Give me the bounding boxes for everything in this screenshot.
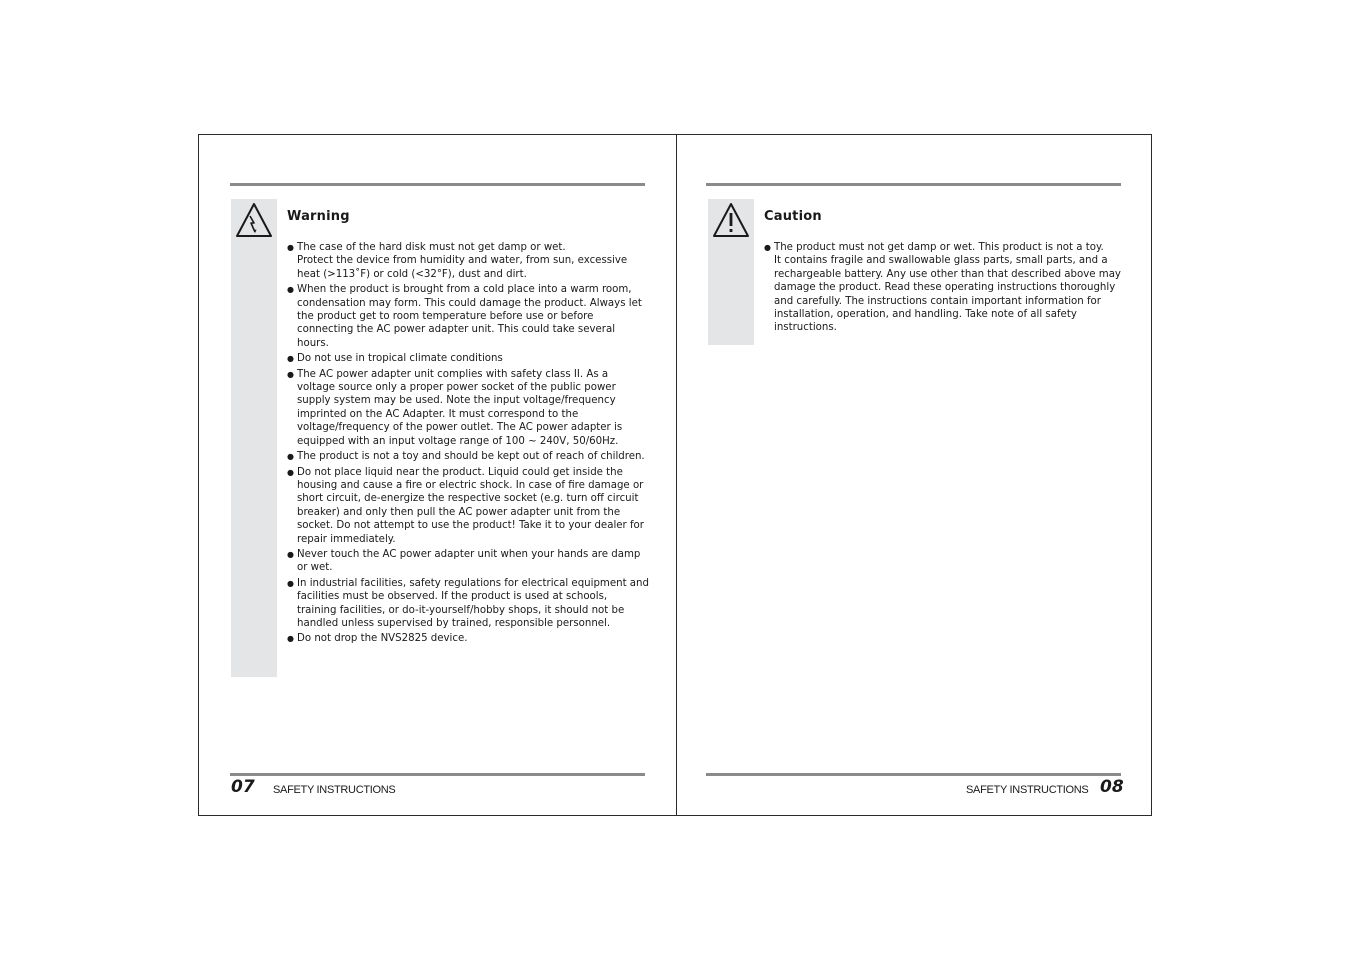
list-item: ● When the product is brought from a cold place into a warm room, condensation may form. This could damage the product. Always let the product get to room temperature before use or before connecting the AC power adapter unit. This could take several hours.	[287, 283, 649, 350]
footer-label: SAFETY INSTRUCTIONS	[966, 784, 1089, 796]
list-item: ● The AC power adapter unit complies with safety class II. As a voltage source only a proper power socket of the public power supply system may be used. Note the input voltage/frequency imprinted on the AC Adapter. It must correspond to the voltage/frequency of the power outlet. The AC power adapter is equipped with an input voltage range of 100 ~ 240V, 50/60Hz.	[287, 368, 649, 448]
icon-sidebar	[231, 199, 277, 677]
bottom-rule	[706, 773, 1121, 776]
list-item: ● In industrial facilities, safety regulations for electrical equipment and facilities must be observed. If the product is used at schools, training facilities, or do-it-yourself/hobby shops, it should not be handled unless supervised by trained, responsible personnel.	[287, 577, 649, 631]
bottom-rule	[230, 773, 645, 776]
exclamation-warning-icon	[712, 201, 750, 239]
top-rule	[706, 183, 1121, 186]
electric-shock-warning-icon	[235, 201, 273, 239]
list-item: ● Do not place liquid near the product. Liquid could get inside the housing and cause a fire or electric shock. In case of fire damage or short circuit, de-energize the respective socket (e.g. turn off circuit breaker) and only then pull the AC power adapter unit from the socket. Do not attempt to use the product! Take it to your dealer for repair immediately.	[287, 466, 649, 546]
icon-sidebar	[708, 199, 754, 345]
warning-list	[287, 241, 649, 648]
section-heading: Caution	[764, 209, 822, 224]
manual-spread	[198, 134, 1152, 816]
list-item: ● The product is not a toy and should be kept out of reach of children.	[287, 450, 649, 463]
list-item: ● The case of the hard disk must not get damp or wet. Protect the device from humidity and water, from sun, excessive heat (>113˚F) or cold (<32°F), dust and dirt.	[287, 241, 649, 281]
list-item: ● The product must not get damp or wet. This product is not a toy. It contains fragile and swallowable glass parts, small parts, and a rechargeable battery. Any use other than that described above may damage the product. Read these operating instructions thoroughly and carefully. The instructions contain important information for installation, operation, and handling. Take note of all safety instructions.	[764, 241, 1124, 335]
page-right	[676, 135, 1153, 815]
list-item: ● Never touch the AC power adapter unit when your hands are damp or wet.	[287, 548, 649, 575]
page-number: 07	[231, 777, 255, 797]
list-item: ● Do not drop the NVS2825 device.	[287, 632, 649, 645]
page-left	[199, 135, 677, 815]
list-item: ● Do not use in tropical climate conditions	[287, 352, 649, 365]
caution-list	[764, 241, 1124, 337]
page-number: 08	[1100, 777, 1124, 797]
footer-label: SAFETY INSTRUCTIONS	[273, 784, 396, 796]
top-rule	[230, 183, 645, 186]
section-heading: Warning	[287, 209, 350, 224]
